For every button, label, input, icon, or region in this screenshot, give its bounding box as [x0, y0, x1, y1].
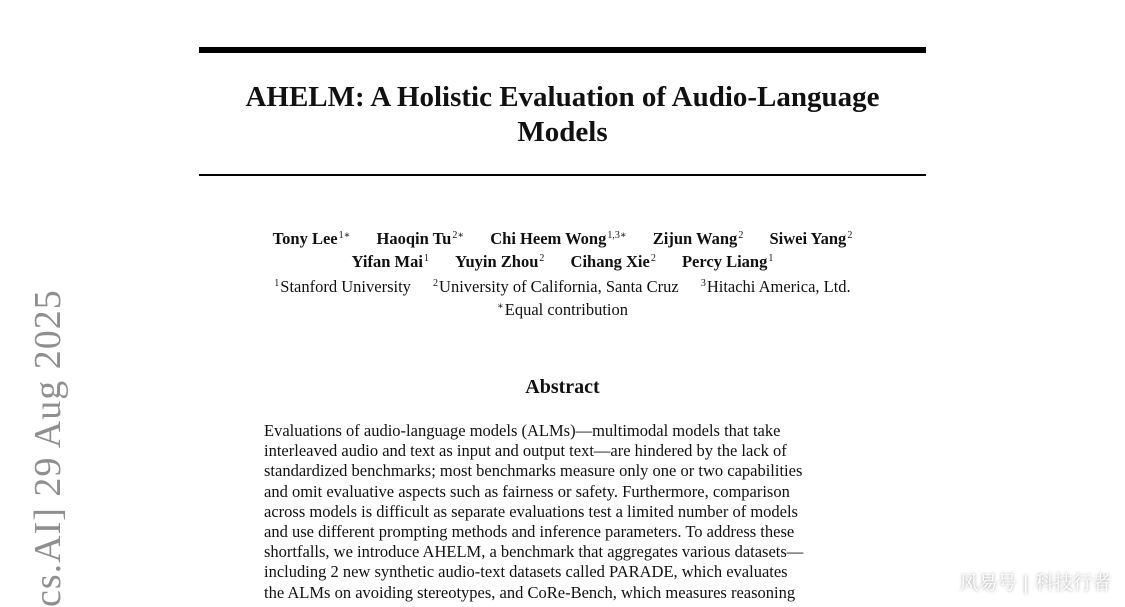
top-rule: [199, 47, 926, 53]
author: Tony Lee$^{1∗}$: [272, 229, 351, 248]
source-watermark: 风易号 | 科技行者: [959, 572, 1111, 594]
author: Yuyin Zhou$^2$: [455, 252, 545, 271]
title-line-2: Models: [517, 116, 608, 148]
author: Percy Liang$^1$: [681, 252, 774, 271]
author: Haoqin $Tu^{2∗}$: [376, 229, 465, 248]
author: Yifan Mai$^1$: [351, 252, 429, 271]
affiliation: $^1$Stanford University: [274, 277, 411, 296]
bottom-rule: [199, 174, 926, 176]
abstract-line: across models is difficult as separate evaluations test a limited number of models: [264, 501, 798, 521]
abstract-line: interleaved audio and text as input and output text—are hindered by the lack of: [264, 441, 787, 461]
arxiv-side-stamp: cs.AI] 29 Aug 2025: [27, 289, 69, 607]
abstract-line: Evaluations of audio-language models (ALMs)—multimodal models that take: [264, 421, 781, 440]
abstract-line: standardized benchmarks; most benchmarks measure only one or two capabilities: [264, 461, 803, 481]
abstract-heading: Abstract: [525, 376, 600, 398]
author-list: [199, 226, 926, 272]
abstract-text: [264, 421, 864, 603]
title-line-1: AHELM: A Holistic Evaluation of Audio-Language: [245, 81, 880, 113]
affiliation: $^2$University of California, Santa Cruz: [433, 277, 679, 296]
affiliation-row: [199, 274, 926, 297]
abstract-line: and omit evaluative aspects such as fairness or safety. Furthermore, comparison: [264, 481, 790, 501]
paper-title: [199, 80, 926, 150]
affiliation: $^3$Hitachi America, Ltd.: [700, 277, 851, 296]
abstract-line: the ALMs on avoiding stereotypes, and CoRe-Bench, which measures reasoning: [264, 582, 796, 602]
author: Cihang Xie$^2$: [570, 252, 656, 271]
author: Zijun Wang$^2$: [652, 229, 744, 248]
equal-contribution-note: ∗Equal contribution: [496, 300, 629, 319]
author-row-1: [199, 226, 926, 249]
affiliations: [199, 274, 926, 320]
abstract-line: including 2 new synthetic audio-text datasets called PARADE, which evaluates: [264, 562, 788, 582]
author: Chi Heem Wong$^{1,3∗}$: [490, 229, 627, 248]
abstract-line: shortfalls, we introduce AHELM, a benchmark that aggregates various datasets—: [264, 542, 804, 562]
author-row-2: [199, 249, 926, 272]
author: Siwei Yang$^2$: [769, 229, 853, 248]
abstract-line: and use different prompting methods and inference parameters. To address these: [264, 522, 795, 542]
